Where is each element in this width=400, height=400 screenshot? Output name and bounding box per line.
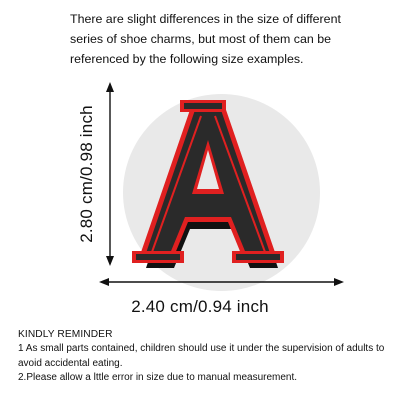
reminder-item-1-line-2: avoid accidental eating. [18, 357, 123, 369]
kindly-reminder-section [18, 328, 394, 385]
intro-line-1: There are slight differences in the size of different [70, 12, 341, 26]
intro-text [70, 9, 390, 69]
letter-a-charm-image [128, 96, 288, 271]
reminder-item-2: 2.Please allow a lttle error in size due to manual measurement. [18, 371, 298, 383]
intro-line-2: series of shoe charms, but most of them can be [70, 32, 332, 46]
reminder-item-1-line-1: 1 As small parts contained, children should use it under the supervision of adults to [18, 343, 385, 355]
arrow-right-head [334, 278, 344, 286]
height-dimension-label: 2.80 cm/0.98 inch [77, 105, 96, 243]
arrow-down-head [106, 256, 114, 266]
intro-line-3: referenced by the following size examples. [70, 52, 304, 66]
arrow-left-head [99, 278, 109, 286]
width-dimension-label: 2.40 cm/0.94 inch [131, 297, 269, 316]
arrow-up-head [106, 82, 114, 92]
reminder-title: KINDLY REMINDER [18, 329, 113, 340]
